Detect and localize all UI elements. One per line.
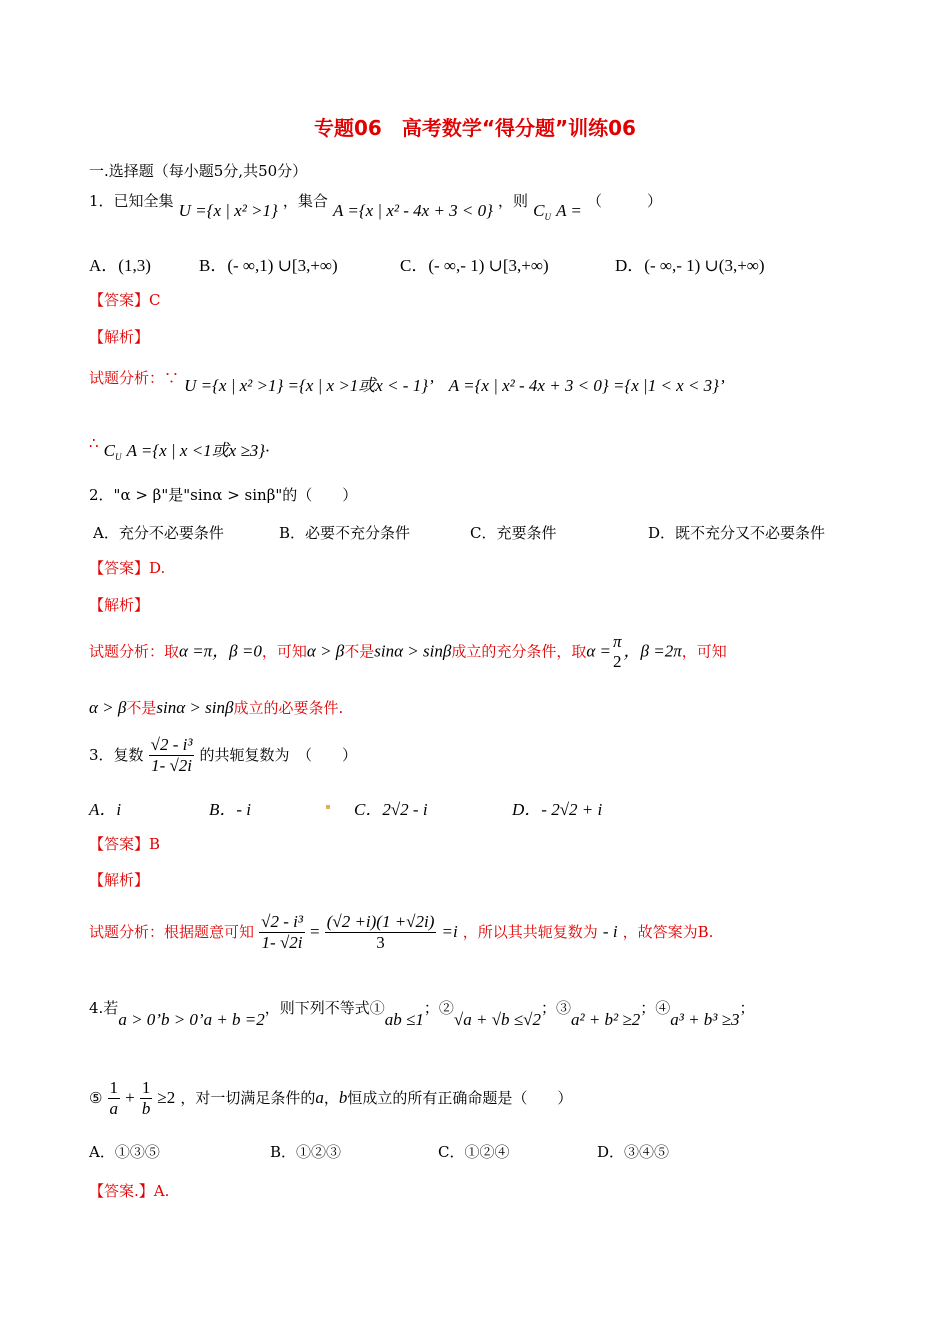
q2-a6: sinα > sinβ bbox=[374, 641, 452, 661]
q2-option-a: A．充分不必要条件 bbox=[93, 524, 224, 542]
section-heading: 一.选择题（每小题5分,共50分） bbox=[89, 162, 308, 180]
q1-analysis-label: 【解析】 bbox=[89, 328, 150, 346]
q1-analysis-line1 bbox=[89, 363, 725, 395]
q1-analysis2-sub: U bbox=[114, 452, 122, 463]
q2-option-c: C．充要条件 bbox=[470, 524, 557, 542]
question-2-stem: 2．"α > β"是"sinα > sinβ"的（ ） bbox=[89, 486, 358, 504]
q2-a7: 成立的充分条件，取 bbox=[451, 642, 587, 661]
q4-conditions: a > 0’b > 0’a + b =2 bbox=[118, 1010, 265, 1029]
q3-fraction-2: $\frac{(√2 +i)(1 +√2i)}{3}$ bbox=[326, 912, 435, 952]
q1-analysis-formula: U ={x | x² >1} ={x | x >1或x < - 1}’ A ={x | x² - 4x + 3 < 0} ={x |1 < x < 3}’ bbox=[184, 376, 725, 395]
q4-var-b: b bbox=[338, 1088, 348, 1107]
q2-analysis-line1 bbox=[89, 632, 727, 672]
q1-option-a: A．(1,3) bbox=[89, 256, 151, 275]
q3-option-c: C．2√2 - i bbox=[354, 800, 428, 819]
q3-fraction-1: $\frac{\text{√2 - i³}}{1- √2i}$ bbox=[261, 912, 303, 952]
q3-fraction: $\frac{\text{√2 - i³}}{1- √2i}$ bbox=[150, 735, 193, 775]
q4-l2a: ⑤ bbox=[89, 1089, 103, 1107]
q3-option-a: A．i bbox=[89, 800, 122, 819]
q4-option-b: B．①②③ bbox=[270, 1143, 342, 1161]
q1-paren: （ ） bbox=[586, 192, 662, 210]
q2-answer: 【答案】D. bbox=[89, 559, 166, 577]
q3-stem-a: 3．复数 bbox=[89, 746, 144, 764]
q2-analysis-label: 【解析】 bbox=[89, 596, 150, 614]
q3-answer: 【答案】B bbox=[89, 835, 161, 853]
q3-analysis-label: 【解析】 bbox=[89, 871, 150, 889]
q3-option-d: D．- 2√2 + i bbox=[512, 800, 603, 819]
q2-option-b: B．必要不充分条件 bbox=[279, 524, 411, 542]
q2-b3: sinα > sinβ bbox=[156, 698, 234, 717]
q1-set-a: A ={x | x² - 4x + 3 < 0} bbox=[333, 201, 493, 220]
q4-plus: + bbox=[125, 1088, 135, 1107]
q4-s9: ；④ bbox=[640, 999, 671, 1017]
q4-option-d: D．③④⑤ bbox=[597, 1143, 670, 1161]
q1-option-c: C．(- ∞,- 1) ∪[3,+∞) bbox=[400, 256, 549, 275]
q2-a4: α > β bbox=[306, 641, 345, 661]
q1-stem-c: ，则 bbox=[498, 192, 529, 210]
q2-b2: 不是 bbox=[126, 699, 157, 717]
q4-l2b: ，对一切满足条件的 bbox=[180, 1089, 316, 1107]
q1-analysis-prefix: 试题分析：∵ bbox=[89, 369, 180, 387]
q1-analysis-line2 bbox=[89, 428, 270, 463]
q1-set-u: U ={x | x² >1} bbox=[178, 201, 278, 220]
q4-l2c: ， bbox=[323, 1089, 339, 1107]
q3-result: =i bbox=[441, 922, 458, 941]
q4-frac-b: $\frac{1}{b}$ bbox=[141, 1078, 151, 1118]
q2-a1: 试题分析：取 bbox=[89, 642, 180, 661]
q1-stem-b: ，集合 bbox=[282, 192, 328, 210]
question-4-line1 bbox=[89, 997, 755, 1029]
q1-expr-tail: A = bbox=[556, 201, 582, 220]
q1-stem-a: 1．已知全集 bbox=[89, 192, 174, 210]
q2-option-d: D．既不充分又不必要条件 bbox=[648, 524, 826, 542]
q4-option-a: A．①③⑤ bbox=[89, 1143, 160, 1161]
q1-option-b: B．(- ∞,1) ∪[3,+∞) bbox=[199, 256, 338, 275]
q2-b1: α > β bbox=[89, 698, 127, 717]
question-3-stem bbox=[89, 735, 357, 776]
q1-expr: C bbox=[533, 201, 545, 220]
q3-a1: 试题分析：根据题意可知 bbox=[89, 923, 255, 941]
q3-analysis-line bbox=[89, 912, 713, 953]
q2-a8: α = bbox=[586, 641, 611, 661]
q2-a2: α =π，β =0 bbox=[179, 641, 262, 661]
q4-var-a: a bbox=[315, 1088, 324, 1107]
q4-ge: ≥2 bbox=[157, 1088, 176, 1107]
q2-a9: ，β =2π bbox=[623, 641, 682, 661]
q3-option-b: B．- i bbox=[209, 800, 252, 819]
q4-ineq-2: √a + √b ≤√2 bbox=[453, 1010, 541, 1029]
q4-ineq-3: a² + b² ≥2 bbox=[570, 1010, 641, 1029]
q2-a3: ，可知 bbox=[261, 642, 307, 661]
q4-option-c: C．①②④ bbox=[438, 1143, 510, 1161]
q2-a10: ，可知 bbox=[681, 642, 727, 661]
question-4-line2 bbox=[89, 1078, 572, 1119]
q1-expr-sub: U bbox=[544, 212, 551, 223]
q4-ineq-1: ab ≤1 bbox=[384, 1010, 424, 1029]
q4-l2d: 恒成立的所有正确命题是（ ） bbox=[347, 1089, 573, 1107]
q2-pi-over-2: π 2 bbox=[613, 632, 622, 671]
q1-analysis2-tail: A ={x | x <1或x ≥3}· bbox=[126, 441, 270, 460]
q4-s7: ；③ bbox=[540, 999, 571, 1017]
q3-equals: = bbox=[310, 922, 320, 941]
q1-answer: 【答案】C bbox=[89, 291, 161, 309]
marker-dot bbox=[326, 805, 330, 809]
q4-frac-a: $\frac{1}{a}$ bbox=[109, 1078, 119, 1118]
q4-ineq-4: a³ + b³ ≥3 bbox=[670, 1010, 740, 1029]
q4-s5: ；② bbox=[423, 999, 454, 1017]
q4-s11: ； bbox=[739, 999, 755, 1017]
q3-a4: ，故答案为B. bbox=[622, 923, 714, 941]
q2-b4: 成立的必要条件. bbox=[233, 699, 344, 717]
q4-answer: 【答案.】A. bbox=[89, 1182, 170, 1200]
q3-a3: - i bbox=[602, 922, 618, 941]
page-title: 专题06 高考数学“得分题”训练06 bbox=[314, 116, 636, 140]
q4-s1: 4.若 bbox=[89, 999, 119, 1017]
q2-a5: 不是 bbox=[344, 642, 375, 661]
q4-s3: ，则下列不等式① bbox=[264, 999, 385, 1017]
q1-analysis2-expr: C bbox=[103, 441, 115, 460]
q1-option-d: D．(- ∞,- 1) ∪(3,+∞) bbox=[615, 256, 765, 275]
question-1-stem bbox=[89, 190, 662, 223]
q3-a2: ，所以其共轭复数为 bbox=[462, 923, 598, 941]
q1-therefore: ∴ bbox=[89, 434, 99, 452]
q3-stem-b: 的共轭复数为 （ ） bbox=[199, 746, 358, 764]
q2-analysis-line2 bbox=[89, 697, 343, 718]
